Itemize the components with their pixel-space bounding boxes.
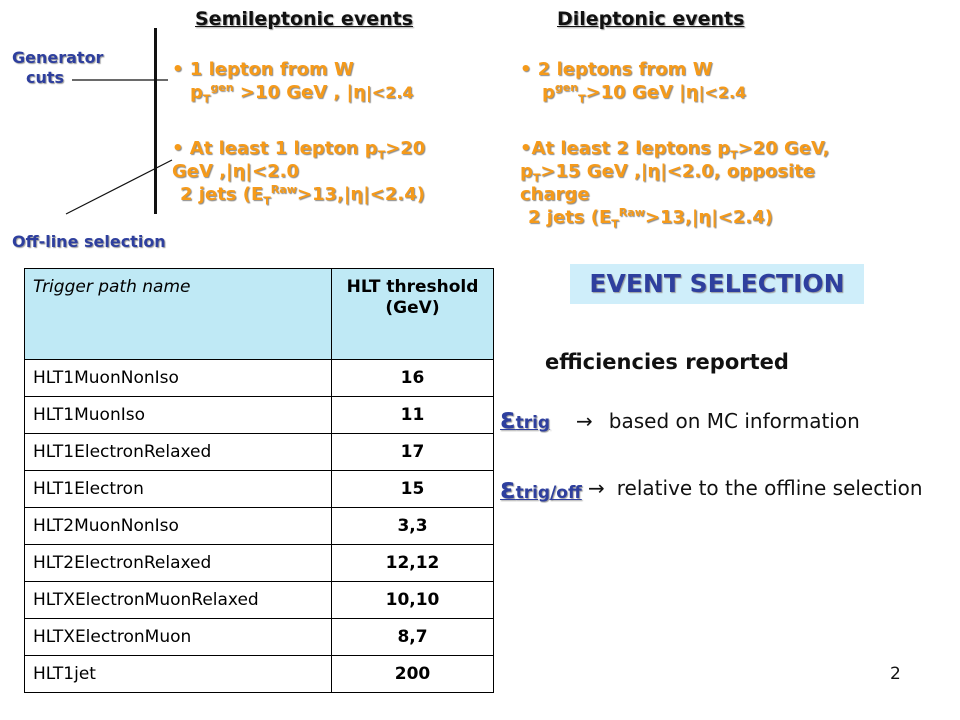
hlt-threshold-value: 17: [332, 434, 494, 471]
trigger-table: [24, 268, 494, 693]
di-gen-line2: $p^{gen}_T>10$ GeV |η|<2.4: [542, 81, 747, 106]
arrow-icon: →: [576, 409, 593, 433]
offline-selection-label: Off-line selection: [12, 232, 166, 251]
hlt-threshold-value: 15: [332, 471, 494, 508]
hlt-threshold-value: 3,3: [332, 508, 494, 545]
trigger-path-name: HLT1jet: [25, 656, 332, 693]
table-row: [25, 545, 494, 582]
trigger-path-name: HLT2ElectronRelaxed: [25, 545, 332, 582]
table-row: [25, 508, 494, 545]
di-off-line1: •At least 2 leptons $p_T>20$ GeV,: [520, 138, 830, 162]
page-number: 2: [890, 664, 901, 684]
table-row: [25, 397, 494, 434]
hlt-threshold-value: 10,10: [332, 582, 494, 619]
di-generator-cuts: [520, 58, 746, 104]
semi-offline-selection: [172, 137, 425, 206]
event-selection-box: EVENT SELECTION: [570, 264, 864, 304]
semi-gen-line2: $p_T^{gen} >10$ GeV , |η|<2.4: [190, 81, 414, 106]
generator-label-line2: cuts: [26, 68, 65, 87]
table-header-row: [25, 269, 494, 360]
table-row: [25, 360, 494, 397]
table-row: [25, 619, 494, 656]
col-hlt-threshold-header: HLT threshold (GeV): [332, 269, 494, 360]
semi-off-line1: • At least 1 lepton $p_T>20$: [172, 138, 426, 162]
eps-trig-symbol: εtrig: [500, 402, 551, 435]
arrow-icon: →: [588, 476, 605, 500]
table-row: [25, 656, 494, 693]
semi-off-line2: GeV ,|η|<2.0: [172, 161, 299, 182]
trig-off-description: → relative to the offline selection: [588, 476, 923, 500]
trigger-path-name: HLT1MuonIso: [25, 397, 332, 434]
hlt-threshold-value: 16: [332, 360, 494, 397]
table-row: [25, 582, 494, 619]
semi-gen-line1: • 1 lepton from W: [172, 59, 354, 80]
generator-label-line1: Generator: [12, 48, 104, 67]
table-body: [25, 360, 494, 693]
hlt-threshold-value: 8,7: [332, 619, 494, 656]
hlt-threshold-value: 11: [332, 397, 494, 434]
trigger-path-name: HLTXElectronMuon: [25, 619, 332, 656]
di-off-line2: $p_T>15$ GeV ,|η|<2.0, opposite: [520, 161, 816, 185]
hlt-threshold-value: 200: [332, 656, 494, 693]
trigger-path-name: HLT1ElectronRelaxed: [25, 434, 332, 471]
hlt-threshold-value: 12,12: [332, 545, 494, 582]
di-off-line4: 2 jets $(E_T^{Raw}>13,|\eta|<2.4)$: [528, 206, 774, 231]
di-gen-line1: • 2 leptons from W: [520, 59, 713, 80]
semileptonic-title: Semileptonic events: [195, 8, 414, 30]
trig-description: → based on MC information: [576, 409, 860, 433]
trigger-path-name: HLT2MuonNonIso: [25, 508, 332, 545]
di-offline-selection: [520, 137, 829, 229]
offline-pointer-line: [66, 160, 172, 214]
efficiencies-heading: efficiencies reported: [545, 350, 789, 374]
di-off-line3: charge: [520, 184, 590, 205]
col-trigger-path-header: Trigger path name: [25, 269, 332, 360]
table-row: [25, 434, 494, 471]
trigger-path-name: HLT1Electron: [25, 471, 332, 508]
trigger-path-name: HLT1MuonNonIso: [25, 360, 332, 397]
dileptonic-title: Dileptonic events: [557, 8, 745, 30]
table-row: [25, 471, 494, 508]
semi-off-line3: 2 jets $(E_T^{Raw}>13,|\eta|<2.4)$: [180, 183, 426, 208]
eps-trig-off-symbol: εtrig/off: [500, 472, 582, 505]
trigger-path-name: HLTXElectronMuonRelaxed: [25, 582, 332, 619]
semi-generator-cuts: [172, 58, 414, 104]
